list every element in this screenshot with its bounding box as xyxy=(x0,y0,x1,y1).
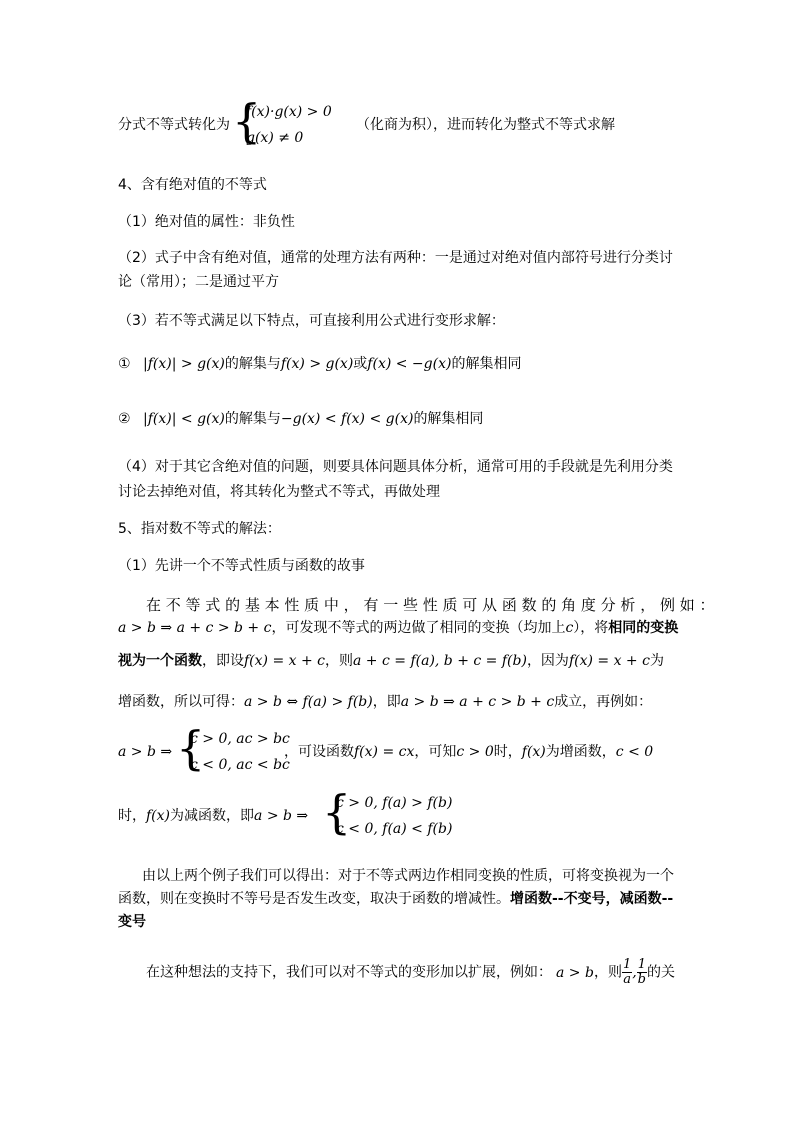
s4-heading: 4、含有绝对值的不等式 xyxy=(118,177,267,193)
l6-t1: 时， xyxy=(118,808,146,824)
s5-l4 xyxy=(118,692,652,712)
l4-t2: ，即 xyxy=(372,694,401,710)
l3-bold: 视为一个函数 xyxy=(118,653,202,669)
l3-m1: f(x) = x + c xyxy=(244,653,325,669)
l5-m1: a > b ⇒ xyxy=(118,744,173,760)
left-brace-icon: { xyxy=(176,721,206,775)
l5-t2: ，可知 xyxy=(414,744,457,760)
s4-p2a: （2）式子中含有绝对值，通常的处理方法有两种：一是通过对绝对值内部符号进行分类讨 xyxy=(118,250,673,266)
l5-t4: 为增函数， xyxy=(545,744,616,760)
l4-m2: a > b ⇒ a + c > b + c xyxy=(400,694,555,710)
rule2-number: ② xyxy=(118,411,131,427)
l7b-text: 函数，则在变换时不等号是否发生改变，取决于函数的增减性。 xyxy=(118,891,510,907)
l3-t3: ，因为 xyxy=(526,653,569,669)
s4-rule2 xyxy=(118,409,483,429)
rule2-ineq: −g(x) < f(x) < g(x) xyxy=(280,411,414,427)
s1-suffix: （化商为积），进而转化为整式不等式求解 xyxy=(356,117,615,133)
l5-row1: c > 0, ac > bc xyxy=(190,731,290,747)
l6-system xyxy=(322,785,472,841)
s4-p2b: 论（常用）；二是通过平方 xyxy=(118,274,279,290)
l2-text: ，可发现不等式的两边做了相同的变换（均加上 xyxy=(271,620,566,636)
rule2-text-b: 的解集相同 xyxy=(413,411,484,427)
l2-c: c xyxy=(565,620,574,636)
l3-t1: ，即设 xyxy=(202,653,244,669)
s5-l7a: 由以上两个例子我们可以得出：对于不等式两边作相同变换的性质，可将变换视为一个 xyxy=(142,868,674,884)
s5-l6-lead xyxy=(118,806,308,826)
l3-t4: 为 xyxy=(649,653,664,669)
s4-p3: （3）若不等式满足以下特点，可直接利用公式进行变形求解： xyxy=(118,313,505,329)
s5-l8 xyxy=(146,958,675,987)
l4-t1: 增函数，所以可得： xyxy=(118,694,244,710)
s5-l5-lead xyxy=(118,742,172,762)
rule1-ineq-2: f(x) < −g(x) xyxy=(367,356,452,372)
rule1-ineq-1: f(x) > g(x) xyxy=(280,356,354,372)
l8-t1: 在这种想法的支持下，我们可以对不等式的变形加以扩展，例如： xyxy=(146,964,552,981)
l6-m1: f(x) xyxy=(146,808,171,824)
rule2-abs-ineq: |f(x)| < g(x) xyxy=(143,411,225,427)
rule2-text-a: 的解集与 xyxy=(224,411,281,427)
l6-m2: a > b ⇒ xyxy=(254,808,309,824)
l2-bold: 相同的变换 xyxy=(608,620,679,636)
s4-p4b: 讨论去掉绝对值，将其转化为整式不等式，再做处理 xyxy=(118,484,440,500)
l6-t2: 为减函数，即 xyxy=(170,808,255,824)
l7b-bold: 增函数--不变号，减函数-- xyxy=(510,891,674,907)
l3-m2: a + c = f(a), b + c = f(b) xyxy=(353,653,527,669)
l8-sep: , xyxy=(632,964,637,981)
l5-m4: f(x) xyxy=(521,744,546,760)
l5-t1: ，可设函数 xyxy=(284,744,354,760)
s5-l5-tail xyxy=(284,742,653,762)
rule1-abs-ineq: |f(x)| > g(x) xyxy=(143,356,225,372)
fraction-1-over-b: $\frac{1}{b}$ xyxy=(637,957,646,987)
l3-t2: ，则 xyxy=(325,653,353,669)
s1-prefix: 分式不等式转化为 xyxy=(118,117,230,133)
l6-row2: c < 0, f(a) < f(b) xyxy=(336,821,453,837)
l2-text2: ），将 xyxy=(573,620,609,636)
s5-l3 xyxy=(118,651,664,671)
l6-row1: c > 0, f(a) > f(b) xyxy=(336,795,453,811)
l2-math: a > b ⇒ a + c > b + c xyxy=(118,620,272,636)
s5-l1: 在 不 等 式 的 基 本 性 质 中 ， 有 一 些 性 质 可 从 函 数 的 角 度 分 析 ， 例 如 ： xyxy=(146,596,715,614)
l4-m1: a > b ⇔ f(a) > f(b) xyxy=(244,694,373,710)
l4-t3: 成立，再例如： xyxy=(554,694,653,710)
l5-t3: 时， xyxy=(493,744,522,760)
l3-m3: f(x) = x + c xyxy=(568,653,650,669)
s5-p1: （1）先讲一个不等式性质与函数的故事 xyxy=(118,558,365,574)
s5-heading: 5、指对数不等式的解法： xyxy=(118,521,281,537)
s5-l7b xyxy=(118,889,673,909)
s1-row1: f(x)·g(x) > 0 xyxy=(246,104,332,120)
l5-system xyxy=(176,721,290,777)
s4-p1: （1）绝对值的属性：非负性 xyxy=(118,214,295,230)
l8-m1: a > b xyxy=(556,964,594,981)
rule1-text-a: 的解集与 xyxy=(224,356,281,372)
left-brace-icon: { xyxy=(232,94,262,148)
l5-m5: c < 0 xyxy=(615,744,654,760)
s5-l2 xyxy=(118,618,678,638)
rule1-number: ① xyxy=(118,356,131,372)
s5-l7c: 变号 xyxy=(118,914,146,930)
l5-row2: c < 0, ac < bc xyxy=(190,757,290,773)
s4-p4a: （4）对于其它含绝对值的问题，则要具体问题具体分析，通常可用的手段就是先利用分类 xyxy=(118,459,673,475)
rule1-text-or: 或 xyxy=(353,356,368,372)
s1-row2: g(x) ≠ 0 xyxy=(246,130,304,146)
l8-t3: 的关 xyxy=(646,964,675,981)
rule1-text-b: 的解集相同 xyxy=(451,356,522,372)
l8-t2: ，则 xyxy=(593,964,622,981)
fraction-1-over-a: $\frac{1}{a}$ xyxy=(622,957,632,987)
l5-m2: f(x) = cx xyxy=(354,744,415,760)
s1-line xyxy=(118,115,230,135)
left-brace-icon: { xyxy=(322,785,352,839)
l5-m3: c > 0 xyxy=(456,744,494,760)
s1-system xyxy=(232,94,372,150)
s4-rule1 xyxy=(118,354,521,374)
